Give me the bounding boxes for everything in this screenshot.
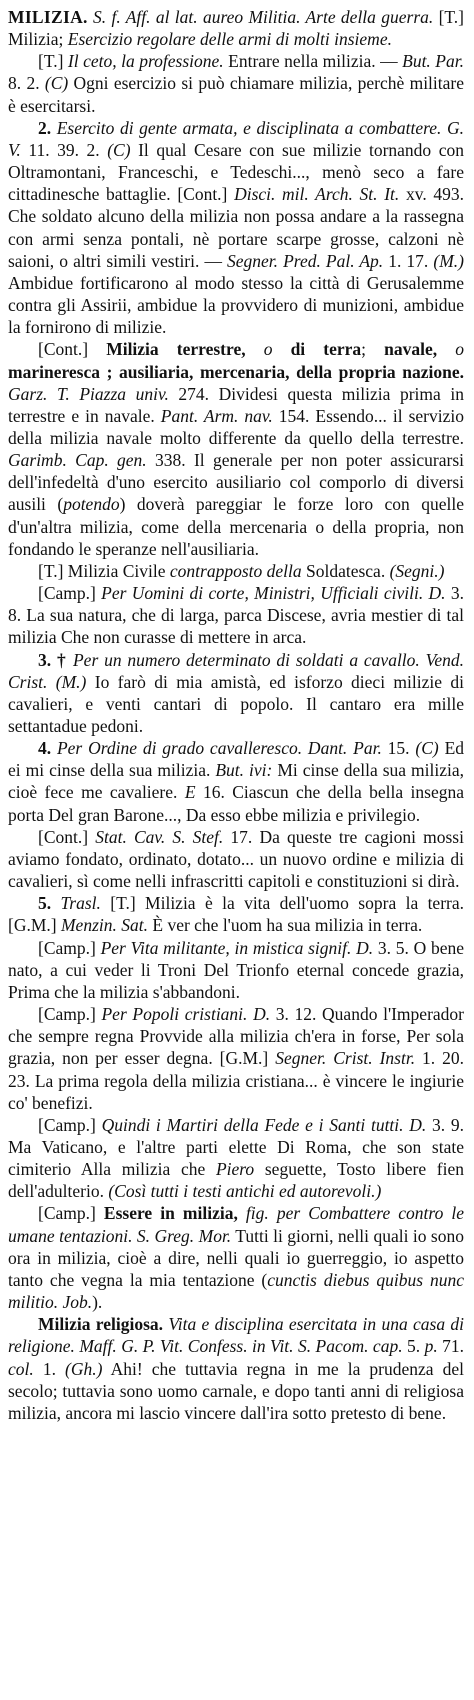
text-segment: Vita e disciplina esercitata in una casa di religione. Maff. G. P. Vit. Confess. in Vit. S. Pacom. cap.: [8, 1314, 465, 1357]
text-segment: [238, 1203, 246, 1223]
text-segment: ;: [361, 339, 385, 360]
text-segment: 17. Da queste tre cagioni mossi aviamo fondato, ordinato, dotato... un nuovo ordine e milizia di cavalieri, sì come nelli infrascritti capitoli e constituzioni si dirà.: [8, 826, 464, 892]
text-segment: 5.: [38, 893, 61, 914]
text-segment: Ogni esercizio si può chiamare milizia, perchè militare è esercitarsi.: [8, 73, 465, 116]
text-segment: marineresca ; ausiliaria, mercenaria, della propria nazione.: [8, 361, 464, 382]
text-segment: (Gh.): [65, 1358, 103, 1379]
text-segment: 3. 5. O bene nato, a cui veder li Troni Del Trionfo eternal concede grazia, Prima che la milizia s'abbandoni.: [8, 937, 464, 1002]
text-segment: 5.: [402, 1336, 425, 1357]
text-segment: [T.] Milizia è la vita dell'uomo sopra la terra. [G.M.]: [8, 893, 465, 936]
text-segment: Ed ei mi cinse della sua milizia.: [8, 738, 465, 781]
paragraph-p6: [8, 649, 464, 738]
text-segment: o: [437, 339, 464, 360]
text-segment: Disci. mil. Arch. St. It.: [234, 184, 400, 205]
text-segment: 71.: [437, 1336, 464, 1357]
text-segment: Quindi i Martiri della Fede e i Santi tutti. D.: [101, 1114, 427, 1135]
text-segment: Il ceto, la professione.: [67, 51, 224, 72]
grammar-label: S. f. Aff.: [93, 7, 151, 27]
text-segment: ).: [92, 1292, 103, 1313]
text-segment: 16. Ciascun che della bella insegna porta Del gran Barone..., Da esso ebbe milizia e privilegio.: [8, 782, 465, 825]
text-segment: 1.: [33, 1358, 66, 1379]
text-segment: 11. 39. 2.: [20, 139, 108, 160]
etymology: al lat. aureo Militia. Arte della guerra.: [155, 7, 434, 27]
paragraph-p10: [8, 937, 464, 1003]
text-segment: Essere in milizia,: [103, 1203, 238, 1224]
definition-tag: [T.]: [438, 7, 465, 27]
text-segment: (Così tutti i testi antichi ed autorevoli.): [108, 1181, 382, 1202]
text-segment: Soldatesca.: [301, 560, 390, 581]
text-segment: (Segni.): [389, 560, 445, 581]
text-segment: (C): [415, 738, 439, 759]
text-segment: 2.: [38, 117, 57, 138]
text-segment: xv. 493. Che soldato alcuno della milizia non possa andare a la rassegna con armi senza pontali, nè portare scarpe grosse, calzoni nè saioni, o altri simili vestiri. —: [8, 184, 464, 271]
text-segment: [Cont.]: [38, 339, 107, 360]
text-segment: (C): [107, 139, 131, 160]
text-segment: 3. 8. La sua natura, che di larga, parca Discese, avria mestier di tal milizia Che non curasse di mettere in arca.: [8, 583, 465, 648]
text-segment: [T.] Milizia Civile: [38, 560, 170, 581]
paragraph-p13: [8, 1202, 464, 1313]
text-segment: Ambidue fortificarono al modo stesso la città di Gerusalemme contra gli Assirii, ambidue la provvidero di munizioni, ambidue la fornirono di milizie.: [8, 272, 464, 338]
text-segment: Per Vita militante, in mistica signif. D.: [100, 937, 374, 958]
text-segment: ) doverà pareggiar le forze loro con quelle d'un'altra milizia, come della mercenaria o della propria, non fondando le speranze nell'ausiliaria.: [8, 494, 464, 559]
text-segment: Esercito di gente armata, e disciplinata a combattere. G. V.: [8, 117, 465, 160]
text-segment: navale,: [384, 339, 438, 360]
paragraph-p2: [8, 117, 464, 339]
paragraph-p11: [8, 1003, 464, 1114]
text-segment: 15.: [381, 738, 416, 759]
text-segment: potendo: [63, 494, 120, 515]
text-segment: 8. 2.: [8, 73, 45, 94]
text-segment: Entrare nella milizia. —: [223, 51, 403, 72]
text-segment: 3. †: [38, 649, 73, 670]
text-segment: Il qual Cesare con sue milizie tornando con Oltramontani, Franceschi, e Tedeschi..., menò seco a fare cittadinesche battaglie. [Cont.]: [8, 139, 464, 205]
text-segment: 274. Dividesi questa milizia prima in terrestre e in navale.: [8, 383, 464, 426]
paragraph-p8: [8, 826, 464, 892]
text-segment: [T.]: [38, 51, 68, 72]
text-segment: 3. 9. Ma Vaticano, e l'altre parti elette Di Roma, che son state cimiterio Alla milizia che: [8, 1114, 464, 1180]
text-segment: [Camp.]: [38, 1114, 102, 1135]
paragraph-p14: [8, 1313, 464, 1424]
text-segment: Per Uomini di corte, Ministri, Ufficiali civili. D.: [101, 583, 446, 604]
text-segment: 338. Il generale per non poter assicurarsi dell'infedeltà d'uno esercito ausiliario col comporlo di diversi ausili (: [8, 450, 464, 515]
text-segment: cunctis diebus quibus nunc militio. Job.: [8, 1269, 464, 1313]
text-segment: Garz. T. Piazza univ.: [8, 383, 169, 404]
paragraph-p12: [8, 1114, 464, 1203]
paragraph-p7: [8, 737, 464, 826]
text-segment: 1. 20. 23. La prima regola della milizia cristiana... è vincere le ingiurie co' benefizi.: [8, 1048, 464, 1113]
text-segment: [Camp.]: [38, 583, 102, 604]
text-segment: Tutti li giorni, nelli quali io sono ora in milizia, cioè a dire, nelli quali io guerreggio, io aspetto tanto che vegna la mia tentazione (: [8, 1225, 464, 1290]
text-segment: Garimb. Cap. gen.: [8, 450, 147, 471]
text-segment: 1. 17.: [383, 250, 434, 271]
definition-term: Milizia;: [8, 29, 64, 50]
text-segment: Per Ordine di grado cavalleresco. Dant. Par.: [56, 738, 382, 759]
text-segment: Milizia religiosa.: [38, 1314, 164, 1335]
text-segment: [Camp.]: [38, 937, 101, 958]
text-segment: Io farò di mia amistà, ed isforzo dieci milizie di cavalieri, e venti cantari di popolo. Il cantaro era mille settantadue pedoni.: [8, 671, 464, 736]
text-segment: di terra: [290, 339, 362, 360]
text-segment: Menzin. Sat.: [60, 915, 148, 936]
text-segment: Mi cinse della sua milizia, cioè fece me cavaliere.: [8, 760, 465, 803]
text-segment: 3. 12. Quando l'Imperador che sempre regna Provvide alla milizia ch'era in forse, Per sola grazia, non per esser degna. [G.M.]: [8, 1004, 464, 1069]
text-segment: fig. per Combattere contro le umane tentazioni. S. Greg. Mor.: [8, 1203, 465, 1246]
text-segment: But. Par.: [402, 51, 464, 72]
text-segment: [Cont.]: [38, 826, 96, 847]
text-segment: But. ivi:: [215, 760, 273, 781]
text-segment: Trasl.: [60, 893, 101, 914]
text-segment: Per un numero determinato di soldati a cavallo. Vend. Crist. (M.): [8, 649, 465, 692]
text-segment: Stat. Cav. S. Stef.: [95, 826, 224, 847]
text-segment: [Camp.]: [38, 1203, 104, 1224]
text-segment: contrapposto della: [169, 560, 302, 581]
text-segment: (M.): [433, 250, 464, 271]
text-segment: Segner. Pred. Pal. Ap.: [227, 250, 384, 271]
text-segment: Piero: [215, 1159, 255, 1180]
text-segment: Pant. Arm. nav.: [160, 405, 273, 426]
text-segment: Milizia terrestre,: [106, 339, 246, 360]
text-segment: p.: [424, 1336, 438, 1357]
text-segment: o: [245, 339, 291, 360]
paragraph-p5: [8, 582, 464, 648]
text-segment: (C): [44, 73, 69, 94]
text-segment: Segner. Crist. Instr.: [275, 1048, 416, 1069]
paragraph-p1: [8, 50, 464, 116]
text-segment: 154. Essendo... il servizio della milizia navale molto differente da quello della terrestre.: [8, 405, 464, 448]
text-segment: È ver che l'uom ha sua milizia in terra.: [148, 915, 423, 936]
text-segment: seguette, Tosto libere fien dell'adulterio.: [8, 1159, 464, 1202]
headword: MILIZIA.: [8, 7, 88, 27]
text-segment: Per Popoli cristiani. D.: [101, 1004, 271, 1025]
paragraph-p4: [8, 560, 464, 582]
definition-gloss: Esercizio regolare delle armi di molti insieme.: [67, 29, 392, 50]
text-segment: col.: [8, 1358, 34, 1379]
text-segment: [Camp.]: [38, 1004, 102, 1025]
paragraph-p3: [8, 338, 464, 560]
paragraph-p9: [8, 892, 464, 936]
text-segment: Ahi! che tuttavia regna in me la prudenza del secolo; tuttavia sono uomo carnale, e dopo tanti anni di religiosa milizia, ancora mi lascio vincere dall'ira sotto pretesto di bene.: [8, 1358, 465, 1423]
text-segment: 4.: [38, 738, 57, 759]
entry-header: [8, 6, 464, 50]
text-segment: E: [184, 782, 196, 803]
